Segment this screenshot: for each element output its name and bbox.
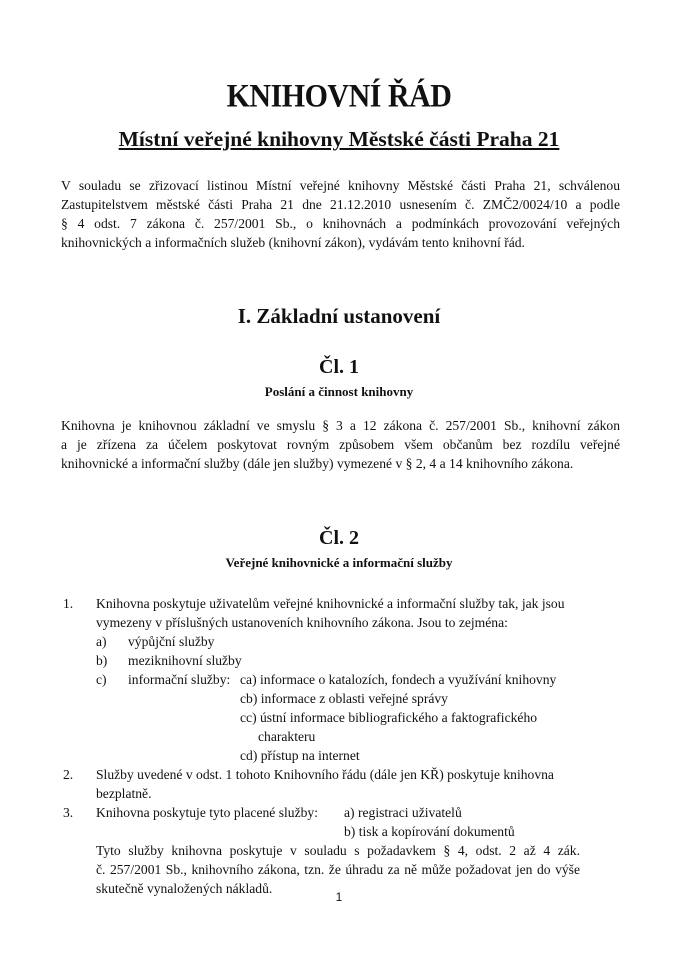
- intro-paragraph: [61, 176, 620, 252]
- item-number: 2.: [63, 767, 74, 782]
- article-number: Čl. 2: [319, 527, 359, 549]
- document-subtitle: Místní veřejné knihovny Městské části Praha 21: [118, 127, 560, 151]
- article-heading: Poslání a činnost knihovny: [264, 384, 414, 399]
- paid-service: b) tisk a kopírování dokumentů: [344, 824, 515, 839]
- sub-sub-item-continuation: charakteru: [258, 729, 316, 744]
- sub-item-label: a): [96, 634, 107, 649]
- sub-item-label: c): [96, 672, 107, 687]
- sub-item-label: b): [96, 653, 108, 668]
- item-text: Knihovna poskytuje tyto placené služby:: [96, 805, 318, 820]
- item-number: 3.: [63, 805, 74, 820]
- note-line: Tyto služby knihovna poskytuje v souladu s požadavkem § 4, odst. 2 až 4 zák.: [96, 843, 580, 858]
- article-heading: Veřejné knihovnické a informační služby: [225, 555, 453, 570]
- intro-line: Zastupitelstvem městské části Praha 21 dne 21.12.2010 usnesením č. ZMČ2/0024/10 a podle: [61, 197, 620, 212]
- note-line: skutečně vynaložených nákladů.: [96, 881, 273, 896]
- paid-service: a) registraci uživatelů: [344, 805, 462, 820]
- article-number: Čl. 1: [319, 356, 359, 378]
- item-number: 1.: [63, 596, 74, 611]
- note-line: č. 257/2001 Sb., knihovního zákona, tzn. že úhradu za ně může požadovat jen do výše: [96, 862, 580, 877]
- sub-sub-item: ca) informace o katalozích, fondech a využívání knihovny: [240, 672, 557, 687]
- intro-line: V souladu se zřizovací listinou Místní veřejné knihovny Městské části Praha 21, schválenou: [61, 178, 620, 193]
- sub-sub-item: cc) ústní informace bibliografického a faktografického: [240, 710, 538, 725]
- sub-item-text: meziknihovní služby: [128, 653, 242, 668]
- item-text: bezplatně.: [96, 786, 152, 801]
- item-text: Knihovna poskytuje uživatelům veřejné knihovnické a informační služby tak, jak jsou: [96, 596, 565, 611]
- page-number: 1: [335, 890, 343, 904]
- section-heading: I. Základní ustanovení: [237, 304, 441, 328]
- article-line: knihovnické a informační služby (dále jen služby) vymezené v § 2, 4 a 14 knihovního zákona.: [61, 456, 574, 471]
- sub-item-text: informační služby:: [128, 672, 231, 687]
- article-line: Knihovna je knihovnou základní ve smyslu § 3 a 12 zákona č. 257/2001 Sb., knihovní zákon: [61, 418, 620, 433]
- intro-line: § 4 odst. 7 zákona č. 257/2001 Sb., o knihovnách a podmínkách provozování veřejných: [61, 216, 620, 231]
- sub-item-text: výpůjční služby: [128, 634, 215, 649]
- sub-sub-item: cd) přístup na internet: [240, 748, 360, 763]
- intro-line: knihovnických a informačních služeb (knihovní zákon), vydávám tento knihovní řád.: [61, 235, 525, 250]
- item-text: vymezeny v příslušných ustanoveních knihovního zákona. Jsou to zejména:: [96, 615, 508, 630]
- sub-sub-item: cb) informace z oblasti veřejné správy: [240, 691, 448, 706]
- document-title: KNIHOVNÍ ŘÁD: [226, 78, 452, 115]
- item-text: Služby uvedené v odst. 1 tohoto Knihovního řádu (dále jen KŘ) poskytuje knihovna: [96, 767, 554, 782]
- article-line: a je zřízena za účelem poskytovat rovným způsobem všem občanům bez rozdílu veřejné: [61, 437, 620, 452]
- article-1-text: [61, 416, 620, 473]
